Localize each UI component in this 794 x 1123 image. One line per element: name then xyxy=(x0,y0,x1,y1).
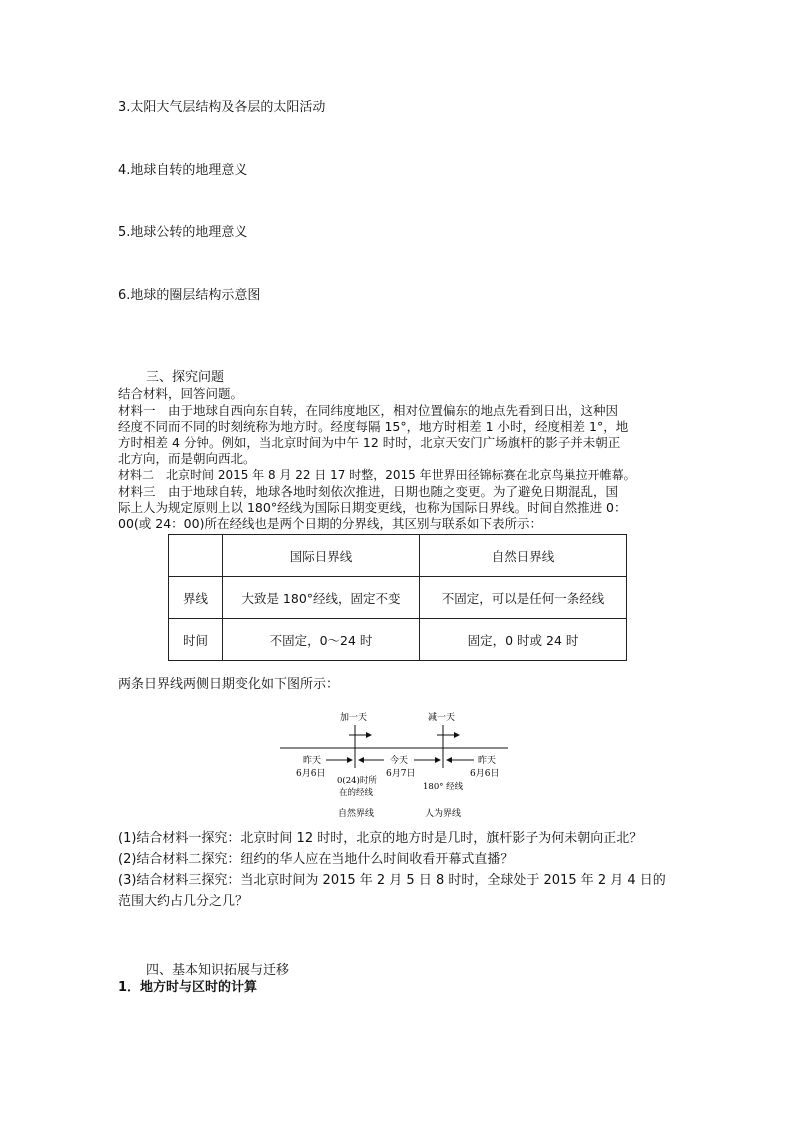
diagram-caption: 两条日界线两侧日期变化如下图所示： xyxy=(118,677,340,692)
section-heading-3: 三、探究问题 xyxy=(146,370,225,385)
table-header-cell: 国际日界线 xyxy=(223,535,420,577)
material-1-line: 经度不同而不同的时刻统称为地方时。经度每隔 15°，地方时相差 1 小时，经度相差 1°，地 xyxy=(118,419,629,434)
table-cell: 固定，0 时或 24 时 xyxy=(420,619,627,661)
table-cell: 不固定，可以是任何一条经线 xyxy=(420,577,627,619)
material-2-line: 材料二 北京时间 2015 年 8 月 22 日 17 时整，2015 年世界田径锦标赛在北京鸟巢拉开帷幕。 xyxy=(118,468,636,482)
artificial-line-label: 人为界线 xyxy=(425,809,462,819)
question-3-continued: 范围大约占几分之几？ xyxy=(118,894,249,909)
material-3-line: 际上人为规定原则上以 180°经线为国际日期变更线，也称为国际日界线。时间自然推进 0： xyxy=(118,500,627,515)
material-1-line: 方时相差 4 分钟。例如，当北京时间为中午 12 时时，北京天安门广场旗杆的影子并未朝正 xyxy=(118,435,621,450)
date-line-diagram xyxy=(280,705,510,825)
table-header-row xyxy=(169,535,627,577)
today-label: 今天 xyxy=(390,756,409,766)
date-mid-label: 6月7日 xyxy=(386,769,416,779)
outline-item-3: 3.太阳大气层结构及各层的太阳活动 xyxy=(118,100,326,115)
date-left-label: 6月6日 xyxy=(296,769,326,779)
table-cell: 大致是 180°经线，固定不变 xyxy=(223,577,420,619)
table-header-cell xyxy=(169,535,223,577)
material-1-line: 材料一 由于地球自西向东自转，在同纬度地区，相对位置偏东的地点先看到日出，这种因 xyxy=(118,403,619,418)
table-cell: 不固定，0～24 时 xyxy=(223,619,420,661)
yesterday-right-label: 昨天 xyxy=(478,756,497,766)
table-cell: 界线 xyxy=(169,577,223,619)
material-3-line: 材料三 由于地球自转，地球各地时刻依次推进，日期也随之变更。为了避免日期混乱，国 xyxy=(118,484,619,499)
yesterday-left-label: 昨天 xyxy=(303,756,322,766)
outline-item-6: 6.地球的圈层结构示意图 xyxy=(118,288,261,303)
date-right-label: 6月6日 xyxy=(470,769,500,779)
natural-meridian-label: 0(24)时所 xyxy=(337,776,377,786)
natural-meridian-label: 在的经线 xyxy=(339,788,374,798)
question-3: (3)结合材料三探究：当北京时间为 2015 年 2 月 5 日 8 时时，全球处于 2015 年 2 月 4 日的 xyxy=(118,873,666,888)
table-row xyxy=(169,619,627,661)
add-day-label: 加一天 xyxy=(340,713,368,723)
material-1-line: 北方向，而是朝向西北。 xyxy=(118,451,256,466)
question-1: (1)结合材料一探究：北京时间 12 时时，北京的地方时是几时，旗杆影子为何未朝向正北？ xyxy=(118,831,643,846)
question-2: (2)结合材料二探究：纽约的华人应在当地什么时间收看开幕式直播？ xyxy=(118,852,514,867)
sub-day-label: 减一天 xyxy=(428,713,456,723)
outline-item-4: 4.地球自转的地理意义 xyxy=(118,163,248,178)
table-row xyxy=(169,577,627,619)
section-heading-4: 四、基本知识拓展与迁移 xyxy=(146,963,290,978)
section-intro: 结合材料，回答问题。 xyxy=(118,386,244,401)
table-header-cell: 自然日界线 xyxy=(420,535,627,577)
subheading-local-time: 1．地方时与区时的计算 xyxy=(118,980,258,995)
outline-item-5: 5.地球公转的地理意义 xyxy=(118,225,248,240)
date-line-comparison-table xyxy=(168,534,627,661)
material-3-line: 00(或 24：00)所在经线也是两个日期的分界线，其区别与联系如下表所示： xyxy=(118,516,542,531)
meridian-180-label: 180° 经线 xyxy=(423,782,464,792)
natural-line-label: 自然界线 xyxy=(338,809,375,819)
table-cell: 时间 xyxy=(169,619,223,661)
